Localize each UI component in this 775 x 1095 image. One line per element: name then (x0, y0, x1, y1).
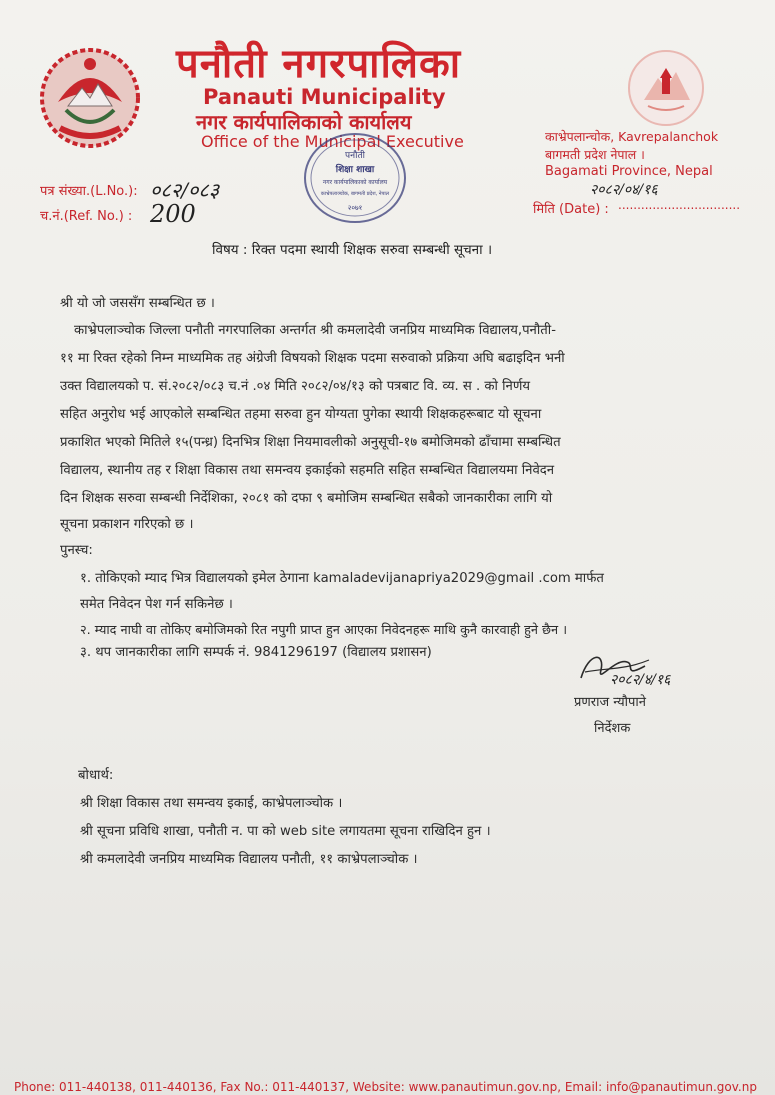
body-line: ११ मा रिक्त रहेको निम्न माध्यमिक तह अंग्रेजी विषयको शिक्षक पदमा सरुवाको प्रक्रिया अघि बढाइदिन भनी (60, 351, 565, 366)
postscript-item: २. म्याद नाघी वा तोकिए बमोजिमको रित नपुगी प्राप्त हुन आएका निवेदनहरू माथि कुनै कारवाही हुने छैन । (80, 623, 568, 638)
cc-item: श्री कमलादेवी जनप्रिय माध्यमिक विद्यालय पनौती, ११ काभ्रेपलाञ्चोक । (80, 852, 418, 867)
signatory-title: निर्देशक (594, 721, 631, 736)
subject-line: विषय : रिक्त पदमा स्थायी शिक्षक सरुवा सम्बन्धी सूचना । (212, 242, 493, 258)
date-label: मिति (Date) : (533, 202, 609, 217)
body-line: सूचना प्रकाशन गरिएको छ । (60, 517, 194, 532)
municipality-title-np: पनौती नगरपालिका (176, 41, 462, 87)
body-line: प्रकाशित भएको मितिले १५(पन्ध्र) दिनभित्र शिक्षा नियमावलीको अनुसूची-१७ बमोजिमको ढाँचामा सम्बन्धित (60, 435, 561, 450)
postscript-label: पुनस्च: (60, 543, 93, 558)
nepal-emblem-icon (38, 44, 142, 150)
body-line: विद्यालय, स्थानीय तह र शिक्षा विकास तथा समन्वय इकाईको सहमति सहित सम्बन्धित विद्यालयमा निवेदन (60, 463, 555, 478)
ref-no-value: 200 (150, 200, 196, 228)
office-title-np: नगर कार्यपालिकाको कार्यालय (196, 110, 412, 134)
letter-no-value: ०८२/०८३ (150, 178, 220, 202)
address-district: काभ्रेपलान्चोक, Kavrepalanchok (545, 129, 719, 144)
body-line: काभ्रेपलाञ्चोक जिल्ला पनौती नगरपालिका अन्तर्गत श्री कमलादेवी जनप्रिय माध्यमिक विद्यालय,पनौती- (74, 323, 556, 338)
signatory-name: प्रणराज न्यौपाने (574, 695, 646, 710)
body-line: दिन शिक्षक सरुवा सम्बन्धी निर्देशिका, २०८१ को दफा ९ बमोजिम सम्बन्धित सबैको जानकारीका लागि यो (60, 491, 553, 506)
stamp-line-4: काभ्रेपलाञ्चोक, बागमती प्रदेश, नेपाल (320, 191, 390, 197)
stamp-line-5: २०७१ (347, 204, 363, 212)
body-line: सहित अनुरोध भई आएकोले सम्बन्धित तहमा सरुवा हुन योग्यता पुगेका स्थायी शिक्षकहरूबाट यो सूचना (60, 407, 542, 422)
municipality-title-en: Panauti Municipality (203, 85, 446, 109)
date-dots: ................................ (618, 198, 741, 212)
cc-item: श्री सूचना प्रविधि शाखा, पनौती न. पा को web site लगायतमा सूचना राखिदिन हुन । (80, 824, 491, 839)
official-stamp (300, 128, 410, 228)
salutation: श्री यो जो जससँग सम्बन्धित छ । (60, 296, 215, 311)
address-province-en: Bagamati Province, Nepal (545, 164, 713, 179)
office-title-en: Office of the Municipal Executive (201, 132, 464, 151)
cc-item: श्री शिक्षा विकास तथा समन्वय इकाई, काभ्रेपलाञ्चोक । (80, 796, 343, 811)
footer-contact: Phone: 011-440138, 011-440136, Fax No.: 011-440137, Website: www.panautimun.gov.np, Email: info@panautimun.gov.np (14, 1080, 757, 1094)
stamp-line-2: शिक्षा शाखा (335, 165, 375, 175)
handwritten-date: २०८२/०४/१६ (590, 182, 658, 198)
body-line: उक्त विद्यालयको प. सं.२०८२/०८३ च.नं .०४ मिति २०८२/०४/१३ को पत्रबाट वि. व्य. स . को निर्णय (60, 379, 531, 394)
postscript-item: ३. थप जानकारीका लागि सम्पर्क नं. 9841296197 (विद्यालय प्रशासन) (80, 645, 432, 660)
municipality-logo-icon (626, 48, 706, 128)
postscript-item: समेत निवेदन पेश गर्न सकिनेछ । (80, 597, 233, 612)
signature-date: २०८२/४/१६ (610, 672, 671, 688)
address-province-np: बागमती प्रदेश नेपाल । (545, 147, 645, 162)
stamp-line-1: पनौती (345, 151, 365, 161)
postscript-item: १. तोकिएको म्याद भित्र विद्यालयको इमेल ठेगाना kamaladevijanapriya2029@gmail .com मार्फत (80, 571, 604, 586)
letter-no-label: पत्र संख्या.(L.No.): (40, 184, 138, 199)
stamp-line-3: नगर कार्यपालिकाको कार्यालय (322, 179, 388, 186)
cc-label: बोधार्थ: (78, 768, 114, 783)
ref-no-label: च.नं.(Ref. No.) : (40, 209, 133, 224)
